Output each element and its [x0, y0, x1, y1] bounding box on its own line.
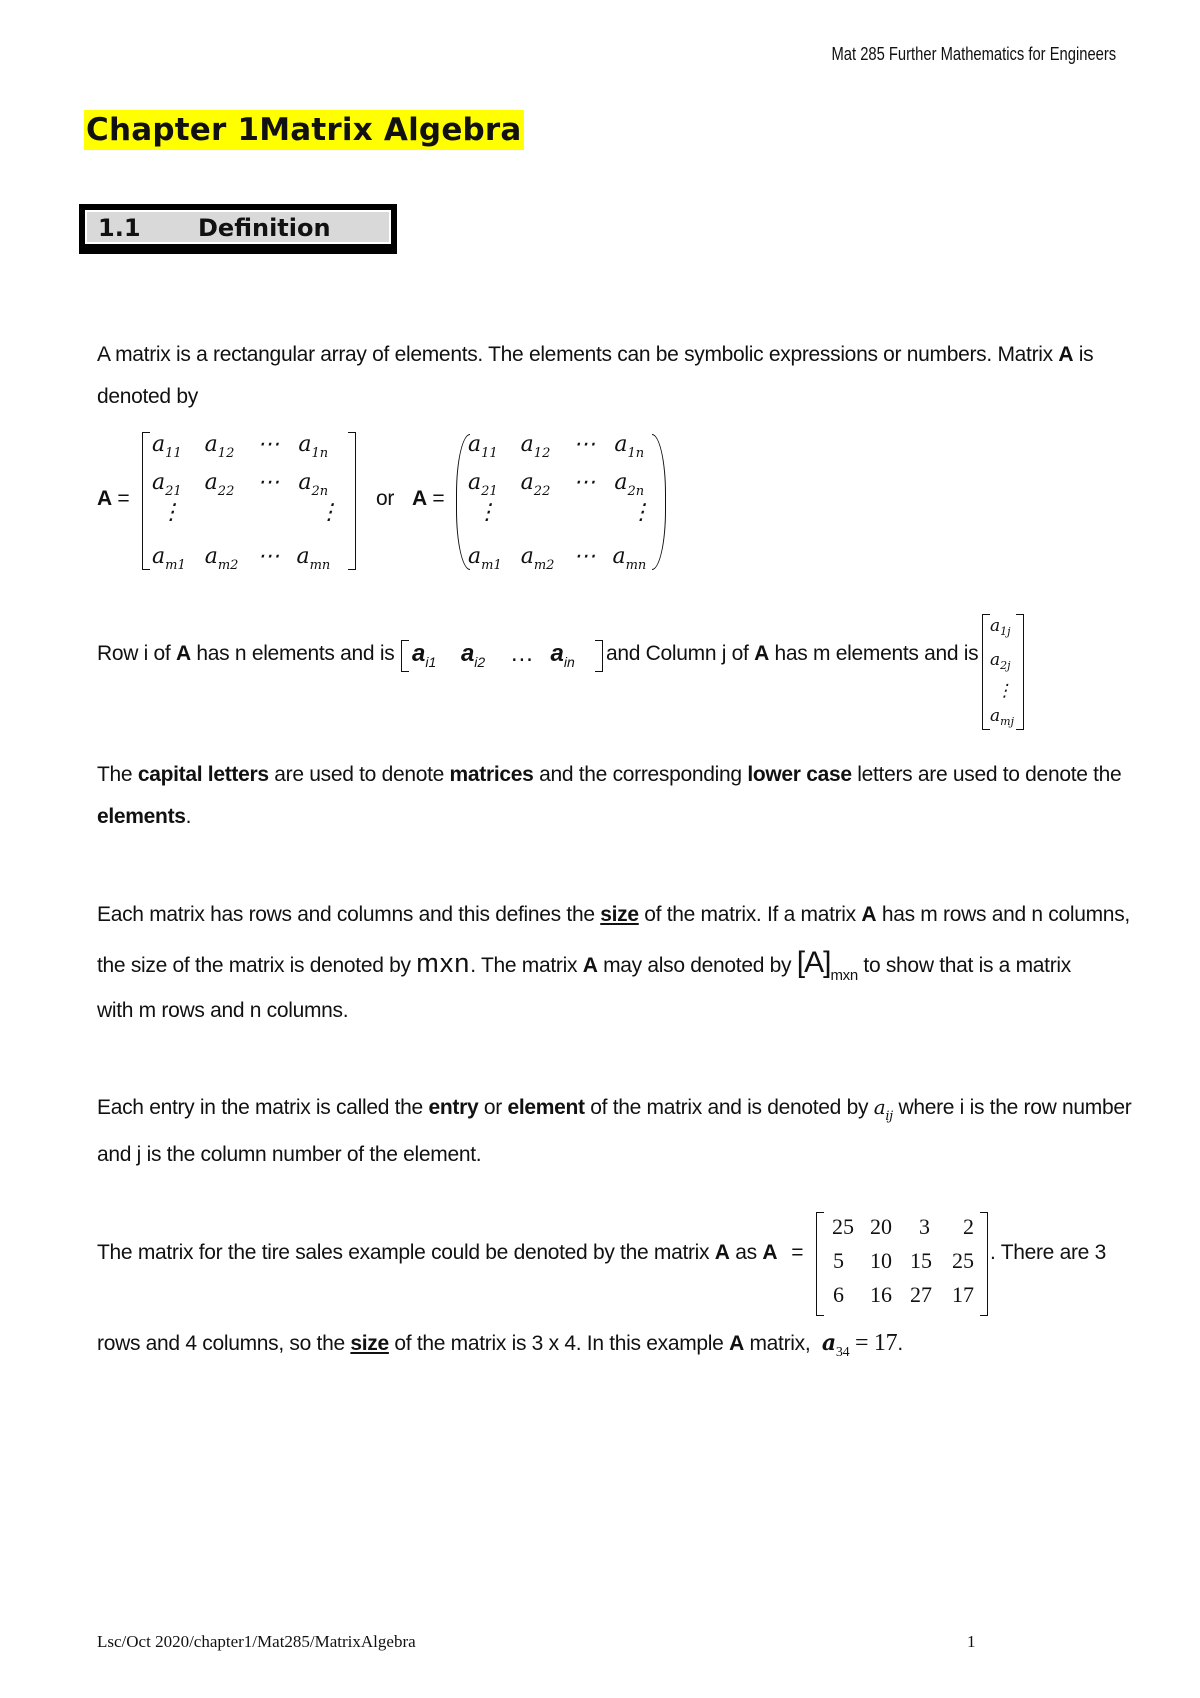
matrix-cell: 25: [832, 1214, 854, 1239]
left-bracket: [142, 432, 150, 570]
col-vector-right-bracket: [1016, 614, 1024, 730]
matrix-cell: 16: [870, 1282, 892, 1307]
chapter-title: Chapter 1Matrix Algebra: [86, 112, 522, 148]
matrix-cell: 15: [910, 1248, 932, 1273]
right-bracket: [348, 432, 356, 570]
matrix-cell: 6: [833, 1282, 844, 1307]
para5-line1-end: . There are 3: [990, 1241, 1106, 1264]
vdots-right: ⋮: [318, 500, 340, 525]
course-header: Mat 285 Further Mathematics for Engineers: [831, 44, 1116, 64]
matrix-cell: 27: [910, 1282, 932, 1307]
para1-line1: A matrix is a rectangular array of elements. The elements can be symbolic expressions or numbers. Matrix A is: [97, 343, 1094, 366]
section-title: Definition: [198, 214, 331, 242]
matrix-row-2: $a_{21}$ $a_{22}$ ⋯ $a_{2n}$: [152, 470, 329, 499]
para4-line1: Each entry in the matrix is called the entry or element of the matrix and is denoted by $a_{ij}$ where i is the row number: [97, 1095, 1132, 1124]
matrix-cell: 5: [833, 1248, 844, 1273]
entry-a34: a: [821, 1330, 836, 1356]
rowcol-line-a: Row i of A has n elements and is: [97, 642, 395, 665]
para5-line2: rows and 4 columns, so the size of the matrix is 3 x 4. In this example A matrix, $a_{34} = 17$.: [97, 1330, 903, 1360]
col-vector: $a_{1j}$ $a_{2j}$ ⋮ $a_{mj}$: [990, 616, 1014, 728]
para4-line2: and j is the column number of the element.: [97, 1143, 482, 1166]
matrix-a-label: A: [97, 487, 112, 510]
matrix-cell: 3: [919, 1214, 930, 1239]
para2-line1: The capital letters are used to denote matrices and the corresponding lower case letters are used to denote the: [97, 763, 1122, 786]
row-vector: $a_{i1}$ $a_{i2}$ … $a_{in}$: [412, 640, 575, 670]
para5-line1: The matrix for the tire sales example could be denoted by the matrix A as A =: [97, 1241, 804, 1264]
para1-line2: denoted by: [97, 385, 198, 408]
matrix-row-1: $a_{11}$ $a_{12}$ ⋯ $a_{1n}$: [152, 432, 329, 461]
matrix-cell: 17: [952, 1282, 974, 1307]
para2-line2: elements.: [97, 805, 192, 828]
matrix-cell: 10: [870, 1248, 892, 1273]
section-number: 1.1: [98, 214, 141, 242]
row-vector-left-bracket: [401, 640, 409, 672]
page-number: 1: [967, 1632, 976, 1651]
footer-path: Lsc/Oct 2020/chapter1/Mat285/MatrixAlgebra: [97, 1632, 416, 1651]
matrix-cell: 2: [963, 1214, 974, 1239]
right-paren: [652, 434, 666, 570]
col-vector-left-bracket: [982, 614, 990, 730]
matrix-cell: 25: [952, 1248, 974, 1273]
rowcol-line-b: and Column j of A has m elements and is: [606, 642, 979, 665]
or-label: or: [376, 487, 395, 510]
matrix-row-m: $a_{m1}$ $a_{m2}$ ⋯ $a_{mn}$: [152, 544, 331, 573]
tire-matrix-left-bracket: [816, 1212, 824, 1316]
para3-line2: the size of the matrix is denoted by mxn. The matrix A may also denoted by $[A]_{mxn}$ to show that is a matrix: [97, 946, 1071, 984]
matrix-cell: 20: [870, 1214, 892, 1239]
element-notation: a: [873, 1095, 886, 1119]
row-vector-right-bracket: [595, 640, 603, 672]
size-notation: mxn: [416, 948, 471, 978]
tire-matrix-right-bracket: [980, 1212, 988, 1316]
para3-line3: with m rows and n columns.: [97, 999, 349, 1022]
bracket-a-notation: [A]: [796, 946, 831, 979]
vdots-left: ⋮: [160, 500, 182, 525]
para3-line1: Each matrix has rows and columns and this defines the size of the matrix. If a matrix A has m rows and n columns,: [97, 903, 1130, 926]
